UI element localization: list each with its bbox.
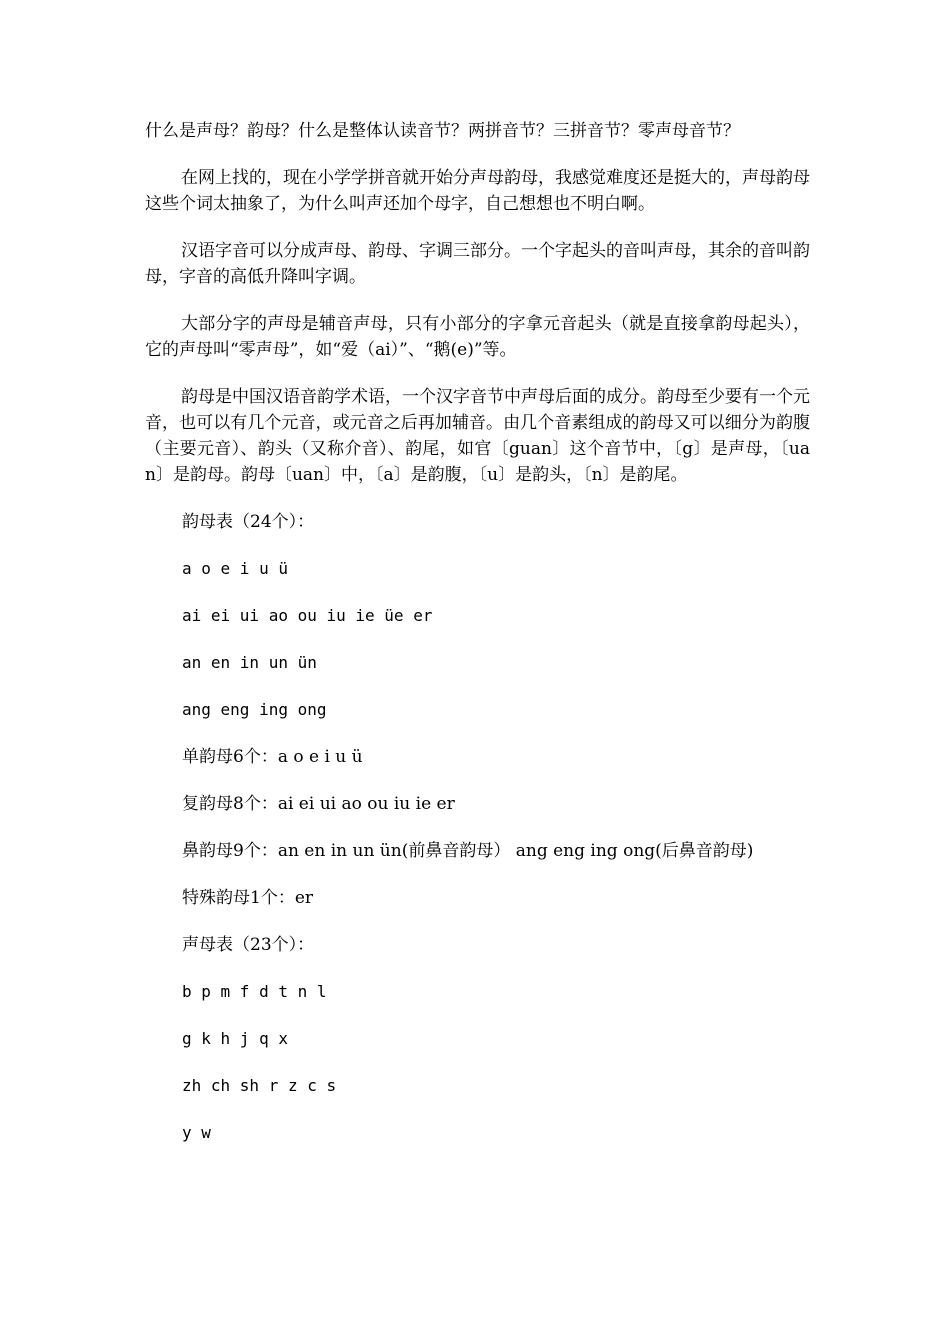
initials-row: y w [182,1123,211,1142]
initials-row: zh ch sh r z c s [182,1076,337,1095]
paragraph-intro: 在网上找的，现在小学学拼音就开始分声母韵母，我感觉难度还是挺大的，声母韵母这些个词太抽象了，为什么叫声还加个母字，自己想想也不明白啊。 [145,168,810,214]
nasal-finals: 鼻韵母9个：an en in un ün(前鼻音韵母） ang eng ing ong(后鼻音韵母) [182,841,754,861]
paragraph-syllable-parts: 汉语字音可以分成声母、韵母、字调三部分。一个字起头的音叫声母，其余的音叫韵母，字音的高低升降叫字调。 [145,241,810,287]
compound-finals: 复韵母8个：ai ei ui ao ou iu ie er [182,794,455,814]
initials-row: b p m f d t n l [182,982,327,1001]
special-finals: 特殊韵母1个：er [182,888,314,908]
single-finals: 单韵母6个：a o e i u ü [182,747,363,767]
finals-row: a o e i u ü [182,559,288,578]
title-question: 什么是声母？韵母？什么是整体认读音节？两拼音节？三拼音节？零声母音节？ [145,121,740,141]
initials-table-heading: 声母表（23个）： [182,935,315,955]
finals-row: ai ei ui ao ou iu ie üe er [182,606,433,625]
finals-row: an en in un ün [182,653,317,672]
paragraph-finals-definition: 韵母是中国汉语音韵学术语，一个汉字音节中声母后面的成分。韵母至少要有一个元音，也可以有几个元音，或元音之后再加辅音。由几个音素组成的韵母又可以细分为韵腹（主要元音）、韵头（又称介音）、韵尾，如官〔guan〕这个音节中，〔g〕是声母，〔uan〕是韵母。韵母〔uan〕中，〔a〕是韵腹，〔u〕是韵头，〔n〕是韵尾。 [145,387,810,485]
paragraph-zero-initial: 大部分字的声母是辅音声母，只有小部分的字拿元音起头（就是直接拿韵母起头），它的声母叫“零声母”，如“爱（ai）”、“鹅(e)”等。 [145,314,810,360]
document-page [145,118,810,1167]
finals-table-heading: 韵母表（24个）： [182,512,315,532]
finals-row: ang eng ing ong [182,700,327,719]
initials-row: g k h j q x [182,1029,288,1048]
